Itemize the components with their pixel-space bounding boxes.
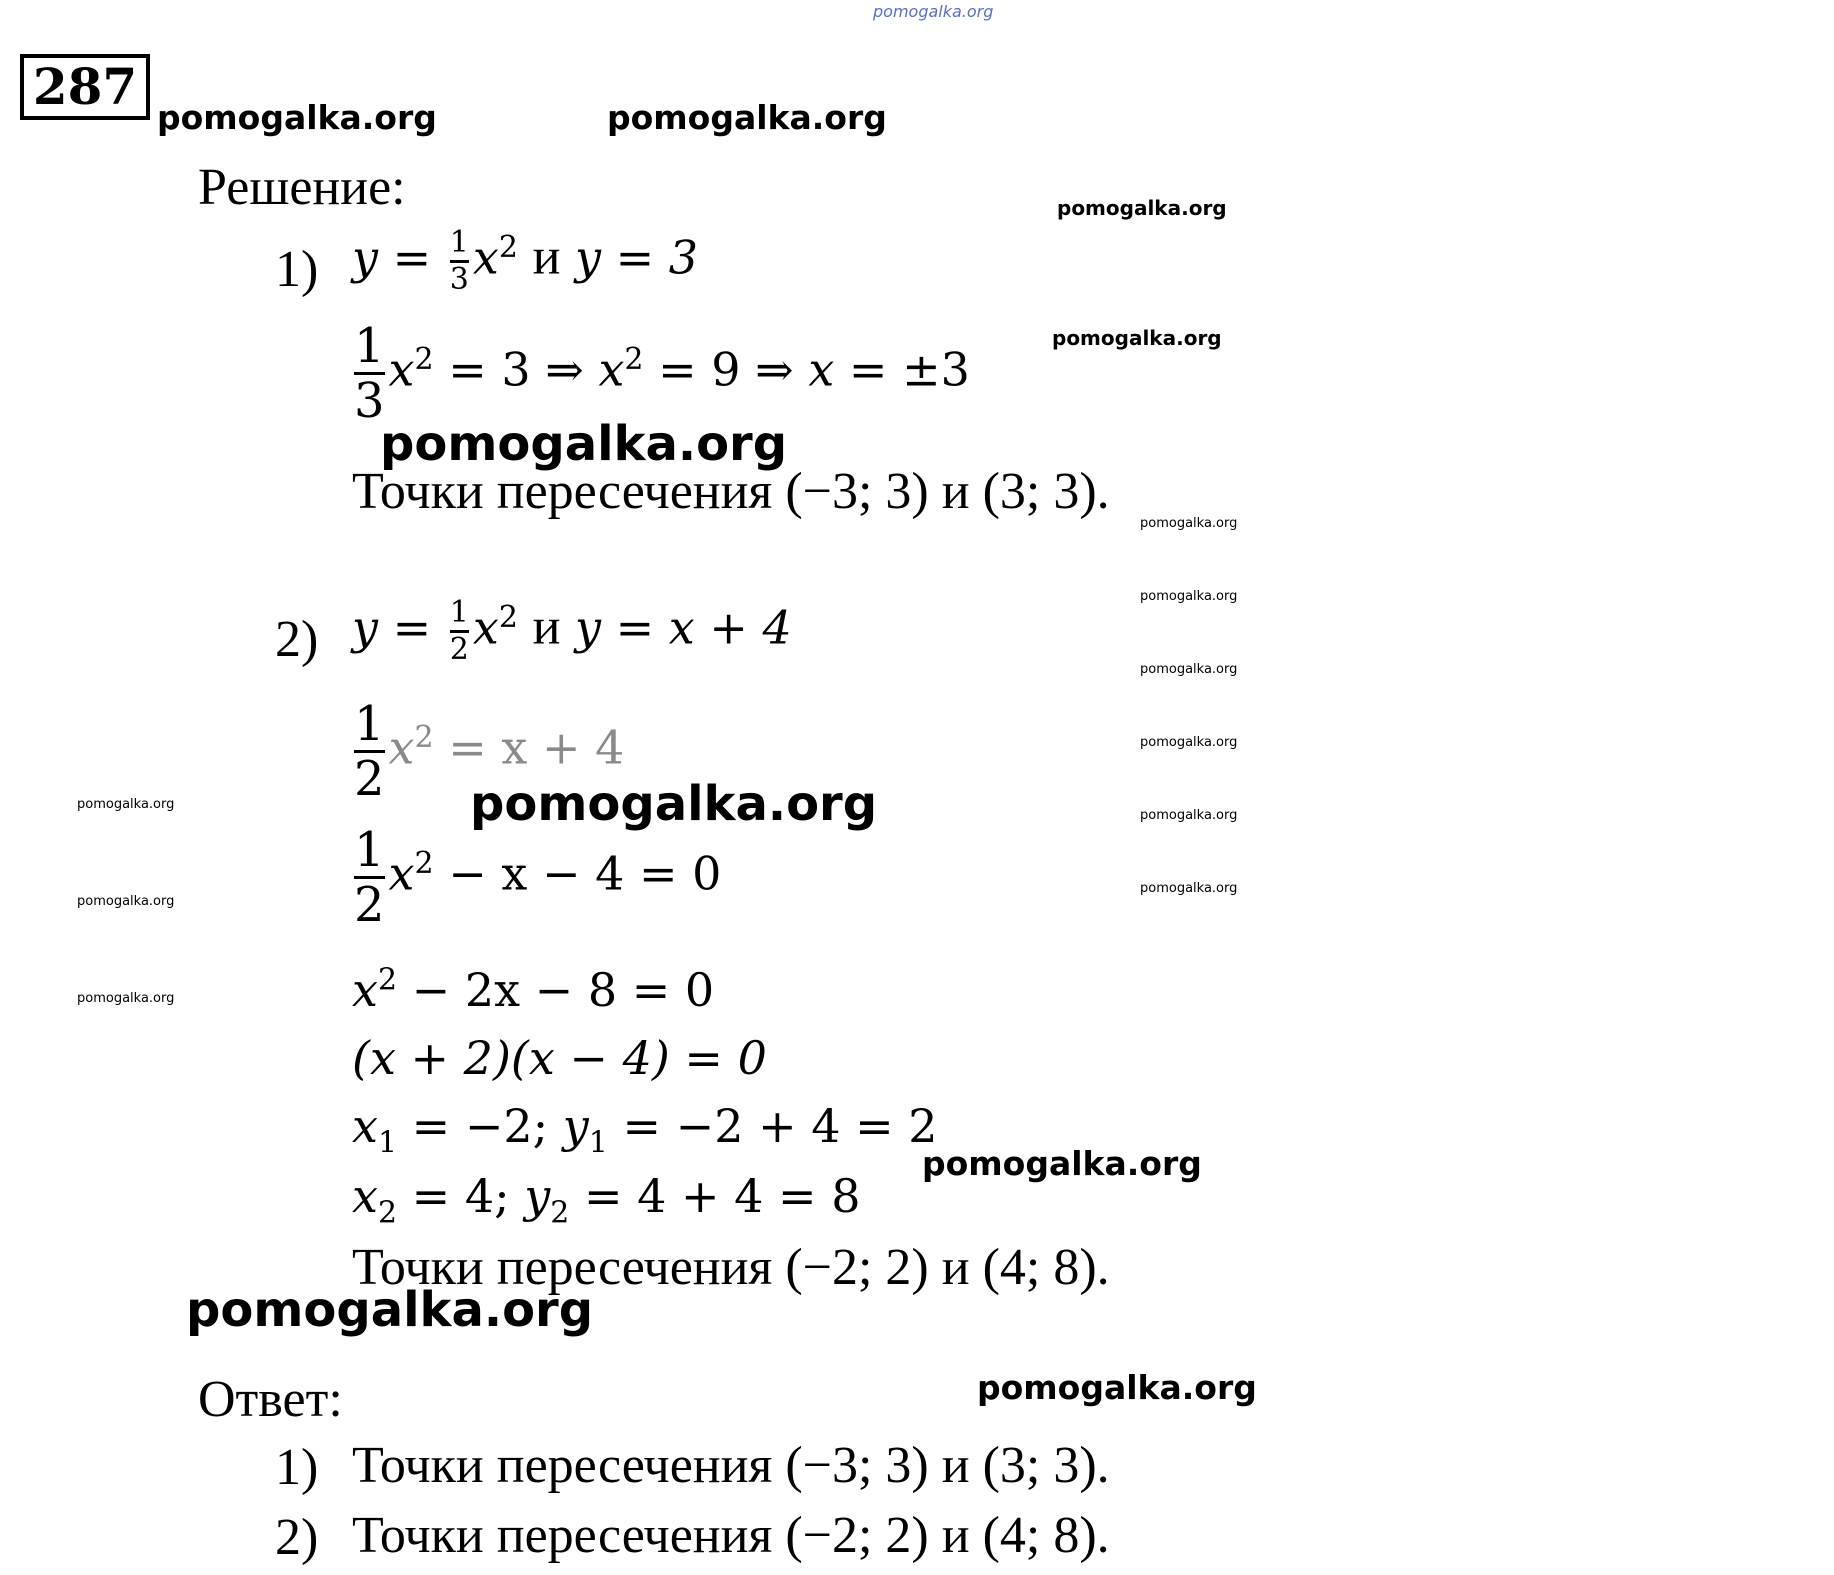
watermark: pomogalka.org	[380, 416, 788, 472]
watermark: pomogalka.org	[1140, 735, 1238, 750]
part2-root1: $x_1 = -2$; $y_1 = -2 + 4 = 2$	[352, 1099, 938, 1161]
answer-item-label: 2)	[275, 1509, 319, 1566]
watermark: pomogalka.org	[1140, 662, 1238, 677]
watermark: pomogalka.org	[1140, 808, 1238, 823]
part2-root2: $x_2 = 4$; $y_2 = 4 + 4 = 8$	[352, 1169, 861, 1231]
answer-item-text: Точки пересечения (−3; 3) и (3; 3).	[352, 1437, 1110, 1494]
watermark: pomogalka.org	[1052, 326, 1222, 350]
fraction: $\frac{1}{2}$	[354, 822, 385, 933]
watermark: pomogalka.org	[977, 1368, 1257, 1407]
watermark-top: pomogalka.org	[873, 2, 994, 21]
watermark: pomogalka.org	[186, 1282, 594, 1338]
part2-step2: $\frac{1}{2}$ $x^2 - x - 4 = 0$	[354, 822, 722, 933]
watermark: pomogalka.org	[1057, 196, 1227, 220]
answer-item-text: Точки пересечения (−2; 2) и (4; 8).	[352, 1507, 1110, 1564]
part1-conclusion: Точки пересечения (−3; 3) и (3; 3).	[352, 463, 1110, 520]
part2-equation: y = $\frac{1}{2}$ $x^2$ и y = x + 4	[352, 595, 792, 667]
part1-equation: y = $\frac{1}{3}$ $x^2$ и y = 3	[352, 225, 699, 297]
solution-heading: Решение:	[198, 159, 406, 216]
answer-item-label: 1)	[275, 1439, 319, 1496]
fraction: $\frac{1}{3}$	[449, 225, 469, 297]
watermark: pomogalka.org	[77, 991, 175, 1006]
watermark: pomogalka.org	[1140, 516, 1238, 531]
watermark: pomogalka.org	[1140, 881, 1238, 896]
fraction: $\frac{1}{3}$	[354, 318, 385, 429]
problem-number-box: 287	[20, 54, 150, 120]
watermark: pomogalka.org	[922, 1144, 1202, 1183]
fraction: $\frac{1}{2}$	[449, 595, 469, 667]
watermark: pomogalka.org	[470, 776, 878, 832]
part1-step: $\frac{1}{3}$ $x^2 = 3$ ⇒ $x^2 = 9$ ⇒ x = ±3	[354, 318, 970, 429]
fraction: $\frac{1}{2}$	[354, 696, 385, 807]
part2-label: 2)	[275, 611, 319, 668]
part2-conclusion: Точки пересечения (−2; 2) и (4; 8).	[352, 1239, 1110, 1296]
part2-step4: (x + 2)(x − 4) = 0	[352, 1031, 767, 1085]
answer-heading: Ответ:	[198, 1371, 343, 1428]
watermark: pomogalka.org	[157, 98, 437, 137]
part2-step3: $x^2 - 2x - 8 = 0$	[352, 962, 715, 1017]
watermark: pomogalka.org	[607, 98, 887, 137]
part2-step1: $\frac{1}{2}$ $x^2 = x + 4$	[354, 696, 625, 807]
watermark: pomogalka.org	[77, 797, 175, 812]
part1-label: 1)	[275, 241, 319, 298]
watermark: pomogalka.org	[1140, 589, 1238, 604]
watermark: pomogalka.org	[77, 894, 175, 909]
